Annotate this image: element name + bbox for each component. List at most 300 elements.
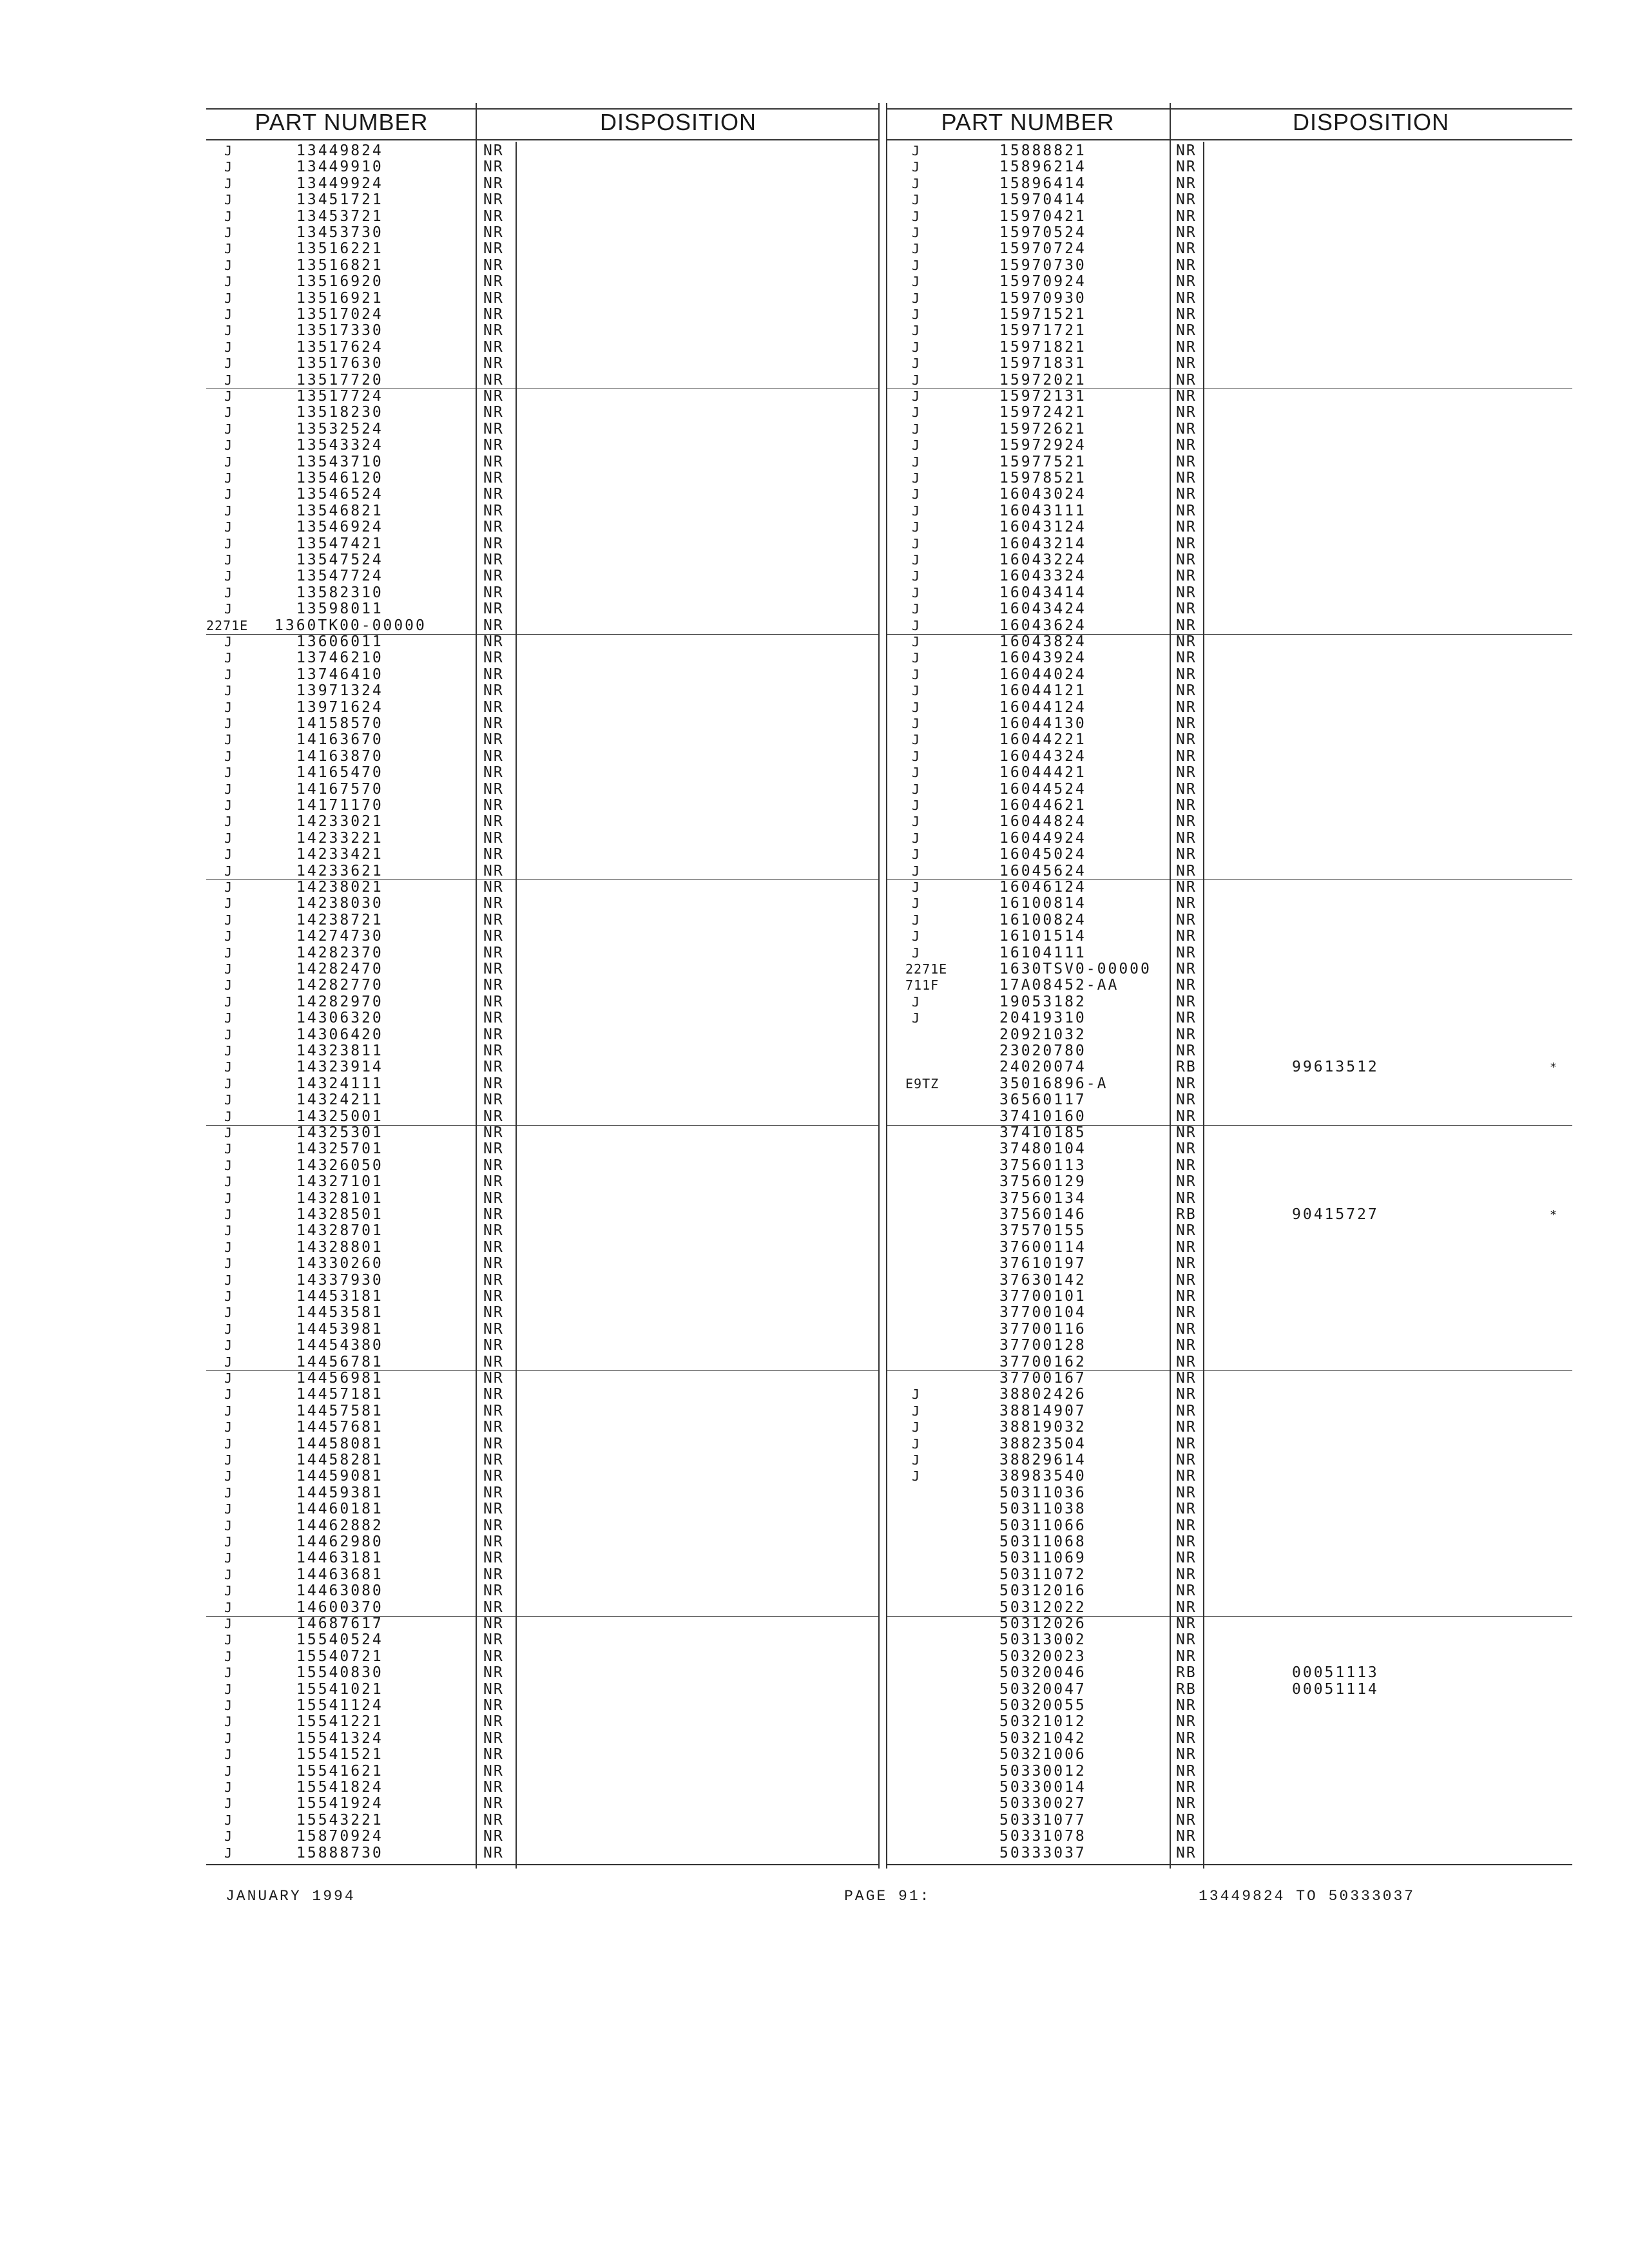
part-number: 14330260 bbox=[296, 1255, 383, 1273]
part-number: 14325001 bbox=[296, 1108, 383, 1125]
part-number: 15896414 bbox=[999, 175, 1086, 192]
row-prefix-code: J bbox=[912, 896, 921, 912]
row-prefix-code: J bbox=[912, 257, 921, 273]
disposition-code: NR bbox=[1176, 993, 1197, 1010]
table-row bbox=[206, 1141, 880, 1157]
part-number: 24020074 bbox=[999, 1059, 1086, 1076]
table-row bbox=[206, 765, 880, 781]
disposition-code: NR bbox=[1176, 1386, 1197, 1403]
disposition-code: NR bbox=[1176, 829, 1197, 847]
table-row bbox=[886, 634, 1572, 650]
part-number: 13546821 bbox=[296, 502, 383, 519]
row-prefix-code: J bbox=[224, 519, 233, 535]
row-prefix-code: J bbox=[224, 584, 233, 601]
row-prefix-code: J bbox=[224, 1845, 233, 1861]
row-prefix-code: J bbox=[224, 1747, 233, 1763]
left-header-bottom-rule bbox=[206, 139, 880, 140]
row-prefix-code: J bbox=[912, 1387, 921, 1403]
row-prefix-code: J bbox=[224, 1714, 233, 1730]
row-prefix-code: J bbox=[224, 454, 233, 470]
table-row bbox=[206, 896, 880, 912]
part-number: 14462980 bbox=[296, 1533, 383, 1550]
right-parts-table bbox=[886, 103, 1572, 1869]
table-row bbox=[206, 831, 880, 847]
disposition-code: NR bbox=[1176, 584, 1197, 601]
disposition-code: NR bbox=[483, 404, 504, 421]
table-row bbox=[886, 994, 1572, 1010]
part-number: 13517720 bbox=[296, 371, 383, 389]
table-row bbox=[206, 258, 880, 274]
disposition-code: NR bbox=[1176, 322, 1197, 340]
row-prefix-code: J bbox=[224, 896, 233, 912]
table-row bbox=[886, 1796, 1572, 1812]
row-prefix-code: J bbox=[912, 405, 921, 421]
row-prefix-code: J bbox=[224, 961, 233, 977]
disposition-code: NR bbox=[483, 813, 504, 831]
table-row bbox=[886, 209, 1572, 225]
disposition-code: NR bbox=[1176, 731, 1197, 749]
table-row bbox=[886, 1305, 1572, 1321]
table-row bbox=[206, 143, 880, 159]
row-prefix-code: J bbox=[912, 912, 921, 928]
row-prefix-code: J bbox=[912, 159, 921, 175]
table-row bbox=[206, 650, 880, 666]
disposition-code: NR bbox=[483, 1484, 504, 1501]
part-number: 15541621 bbox=[296, 1762, 383, 1780]
part-number: 14324111 bbox=[296, 1075, 383, 1092]
table-row bbox=[886, 159, 1572, 175]
disposition-code: NR bbox=[483, 944, 504, 961]
table-row bbox=[886, 1845, 1572, 1861]
table-row bbox=[886, 585, 1572, 601]
row-prefix-code: J bbox=[224, 683, 233, 699]
table-row bbox=[886, 1174, 1572, 1190]
part-number: 13516821 bbox=[296, 256, 383, 274]
disposition-code: NR bbox=[483, 470, 504, 486]
table-row bbox=[886, 601, 1572, 617]
part-number: 50330014 bbox=[999, 1779, 1086, 1796]
disposition-code: NR bbox=[483, 289, 504, 307]
row-prefix-code: J bbox=[224, 1125, 233, 1140]
table-row bbox=[206, 1370, 880, 1387]
part-number: 14282770 bbox=[296, 977, 383, 994]
table-row bbox=[206, 552, 880, 568]
row-prefix-code: J bbox=[224, 405, 233, 421]
disposition-code: NR bbox=[1176, 1108, 1197, 1125]
part-number: 50333037 bbox=[999, 1844, 1086, 1861]
table-row bbox=[206, 159, 880, 175]
row-prefix-code: J bbox=[224, 912, 233, 928]
disposition-code: NR bbox=[483, 977, 504, 994]
disposition-code: NR bbox=[483, 1533, 504, 1550]
disposition-code: NR bbox=[483, 420, 504, 437]
table-row bbox=[206, 1567, 880, 1583]
row-prefix-code: J bbox=[224, 1616, 233, 1631]
part-number: 14463080 bbox=[296, 1582, 383, 1600]
row-prefix-code: J bbox=[912, 732, 921, 748]
disposition-code: NR bbox=[1176, 1533, 1197, 1550]
part-number: 16044524 bbox=[999, 780, 1086, 798]
row-prefix-code: J bbox=[912, 863, 921, 879]
table-row bbox=[886, 1403, 1572, 1419]
part-number: 15970924 bbox=[999, 273, 1086, 291]
part-number: 17A08452-AA bbox=[999, 977, 1119, 994]
part-number: 16043424 bbox=[999, 601, 1086, 618]
disposition-code: NR bbox=[483, 879, 504, 896]
table-row bbox=[886, 1141, 1572, 1157]
left-part-number-header: PART NUMBER bbox=[255, 109, 429, 135]
table-row bbox=[886, 1518, 1572, 1534]
row-prefix-code: J bbox=[224, 290, 233, 306]
part-number: 13543324 bbox=[296, 437, 383, 454]
disposition-code: NR bbox=[483, 1043, 504, 1059]
disposition-code: NR bbox=[1176, 1697, 1197, 1714]
row-prefix-code: J bbox=[224, 1763, 233, 1779]
disposition-code: NR bbox=[1176, 682, 1197, 700]
row-prefix-code: J bbox=[224, 666, 233, 682]
table-row bbox=[206, 209, 880, 225]
part-number: 14453981 bbox=[296, 1320, 383, 1338]
left-parts-table bbox=[206, 103, 880, 1869]
table-row bbox=[886, 421, 1572, 437]
disposition-code: NR bbox=[1176, 453, 1197, 470]
row-prefix-code: J bbox=[224, 1141, 233, 1157]
part-number: 14328701 bbox=[296, 1222, 383, 1240]
part-number: 50320023 bbox=[999, 1648, 1086, 1665]
part-number: 14453181 bbox=[296, 1288, 383, 1305]
disposition-code: NR bbox=[1176, 519, 1197, 536]
row-prefix-code: J bbox=[224, 1583, 233, 1599]
part-number: 15543221 bbox=[296, 1811, 383, 1829]
part-number: 36560117 bbox=[999, 1091, 1086, 1109]
row-prefix-code: J bbox=[224, 159, 233, 175]
disposition-code: NR bbox=[483, 846, 504, 863]
row-prefix-code: J bbox=[912, 699, 921, 715]
table-row bbox=[886, 1223, 1572, 1239]
row-prefix-code: J bbox=[912, 389, 921, 404]
row-prefix-code: J bbox=[224, 1174, 233, 1190]
table-row bbox=[886, 1698, 1572, 1714]
disposition-code: NR bbox=[1176, 1304, 1197, 1321]
part-number: 16044024 bbox=[999, 666, 1086, 683]
part-number: 50313002 bbox=[999, 1631, 1086, 1649]
part-number: 14233421 bbox=[296, 846, 383, 863]
part-number: 14171170 bbox=[296, 797, 383, 814]
part-number: 16044121 bbox=[999, 682, 1086, 700]
row-prefix-code: J bbox=[912, 601, 921, 617]
row-prefix-code: J bbox=[912, 274, 921, 290]
disposition-code: NR bbox=[1176, 1320, 1197, 1338]
part-number: 13517624 bbox=[296, 338, 383, 356]
table-row bbox=[886, 1616, 1572, 1632]
disposition-code: NR bbox=[483, 159, 504, 176]
disposition-code: NR bbox=[483, 1353, 504, 1370]
table-row bbox=[206, 618, 880, 634]
table-row bbox=[886, 1191, 1572, 1207]
disposition-code: NR bbox=[483, 1697, 504, 1714]
part-number: 13453721 bbox=[296, 207, 383, 225]
disposition-code: NR bbox=[1176, 911, 1197, 928]
disposition-code: NR bbox=[1176, 1631, 1197, 1649]
part-number: 15541824 bbox=[296, 1779, 383, 1796]
disposition-code: NR bbox=[1176, 813, 1197, 831]
part-number: 13547724 bbox=[296, 568, 383, 585]
disposition-code: NR bbox=[483, 1026, 504, 1043]
table-row bbox=[206, 1043, 880, 1059]
part-number: 16044621 bbox=[999, 797, 1086, 814]
disposition-code: NR bbox=[1176, 633, 1197, 650]
table-row bbox=[206, 732, 880, 748]
part-number: 14306420 bbox=[296, 1026, 383, 1043]
table-row bbox=[886, 732, 1572, 748]
table-row bbox=[886, 1452, 1572, 1468]
disposition-code: NR bbox=[1176, 1419, 1197, 1436]
row-prefix-code: J bbox=[912, 454, 921, 470]
part-number: 14328501 bbox=[296, 1206, 383, 1223]
disposition-code: NR bbox=[1176, 1746, 1197, 1763]
table-row bbox=[886, 683, 1572, 699]
disposition-code: NR bbox=[483, 502, 504, 519]
disposition-code: NR bbox=[483, 568, 504, 585]
part-number: 15970414 bbox=[999, 191, 1086, 209]
disposition-code: NR bbox=[1176, 601, 1197, 618]
disposition-code: NR bbox=[1176, 224, 1197, 241]
table-row bbox=[206, 700, 880, 716]
row-prefix-code: J bbox=[912, 634, 921, 649]
table-row bbox=[886, 274, 1572, 290]
disposition-code: NR bbox=[483, 895, 504, 912]
table-row bbox=[886, 1289, 1572, 1305]
table-row bbox=[206, 1698, 880, 1714]
disposition-code: NR bbox=[1176, 306, 1197, 323]
disposition-code: NR bbox=[483, 1844, 504, 1861]
table-row bbox=[886, 1829, 1572, 1845]
table-row bbox=[886, 912, 1572, 928]
disposition-code: NR bbox=[483, 1615, 504, 1632]
table-row bbox=[206, 437, 880, 454]
part-number: 14306320 bbox=[296, 1010, 383, 1027]
part-number: 20921032 bbox=[999, 1026, 1086, 1043]
table-row bbox=[886, 1812, 1572, 1829]
table-row bbox=[886, 1027, 1572, 1043]
disposition-code: NR bbox=[483, 1189, 504, 1207]
row-prefix-code: J bbox=[224, 1043, 233, 1059]
footer-range: 13449824 TO 50333037 bbox=[1199, 1888, 1416, 1905]
disposition-code: NR bbox=[483, 1059, 504, 1076]
disposition-code: NR bbox=[1176, 1173, 1197, 1191]
part-number: 14460181 bbox=[296, 1501, 383, 1518]
part-number: 50331078 bbox=[999, 1828, 1086, 1845]
part-number: 16043224 bbox=[999, 552, 1086, 568]
row-prefix-code: J bbox=[224, 1517, 233, 1533]
table-row bbox=[886, 1534, 1572, 1550]
row-prefix-code: J bbox=[912, 356, 921, 372]
part-number: 14457581 bbox=[296, 1402, 383, 1419]
table-row bbox=[886, 618, 1572, 634]
table-row bbox=[206, 176, 880, 192]
table-row bbox=[206, 1223, 880, 1239]
part-number: 38819032 bbox=[999, 1419, 1086, 1436]
row-prefix-code: J bbox=[224, 437, 233, 454]
row-prefix-code: J bbox=[224, 208, 233, 224]
table-row bbox=[886, 405, 1572, 421]
replacement-part-number: 90415727 bbox=[1292, 1206, 1379, 1223]
table-row bbox=[206, 1665, 880, 1681]
table-row bbox=[886, 1109, 1572, 1125]
row-prefix-code: J bbox=[224, 945, 233, 961]
table-bottom-rule bbox=[886, 1864, 1572, 1865]
row-prefix-code: J bbox=[224, 339, 233, 355]
row-prefix-code: J bbox=[912, 994, 921, 1010]
disposition-code: NR bbox=[483, 1468, 504, 1485]
table-row bbox=[886, 1567, 1572, 1583]
table-row bbox=[206, 405, 880, 421]
disposition-code: NR bbox=[1176, 1795, 1197, 1812]
disposition-code: NR bbox=[1176, 698, 1197, 716]
disposition-code: NR bbox=[1176, 1140, 1197, 1158]
table-row bbox=[886, 765, 1572, 781]
table-row bbox=[206, 749, 880, 765]
table-row bbox=[886, 782, 1572, 798]
disposition-code: NR bbox=[483, 1386, 504, 1403]
table-row bbox=[206, 356, 880, 372]
part-number: 15541021 bbox=[296, 1680, 383, 1698]
part-number: 13449924 bbox=[296, 175, 383, 192]
part-number: 13449910 bbox=[296, 159, 383, 176]
part-number: 20419310 bbox=[999, 1010, 1086, 1027]
row-prefix-code: J bbox=[912, 143, 921, 159]
table-row bbox=[886, 667, 1572, 683]
row-prefix-code: J bbox=[224, 192, 233, 208]
row-prefix-code: J bbox=[912, 798, 921, 813]
row-prefix-code: 2271E bbox=[206, 617, 249, 633]
part-number: 15970730 bbox=[999, 256, 1086, 274]
row-prefix-code: J bbox=[912, 1436, 921, 1452]
table-row bbox=[206, 977, 880, 994]
table-row bbox=[206, 519, 880, 535]
table-row bbox=[886, 1436, 1572, 1452]
part-number: 13582310 bbox=[296, 584, 383, 601]
part-number: 14337930 bbox=[296, 1271, 383, 1289]
disposition-code: NR bbox=[1176, 1337, 1197, 1354]
row-prefix-code: 2271E bbox=[905, 961, 948, 977]
row-prefix-code: 711F bbox=[905, 977, 940, 994]
table-row bbox=[206, 1649, 880, 1665]
part-number: 50311038 bbox=[999, 1501, 1086, 1518]
table-row bbox=[886, 716, 1572, 732]
part-number: 50312016 bbox=[999, 1582, 1086, 1600]
table-row bbox=[206, 1682, 880, 1698]
part-number: 14325701 bbox=[296, 1140, 383, 1158]
disposition-code: NR bbox=[1176, 1599, 1197, 1616]
part-number: 14326050 bbox=[296, 1157, 383, 1174]
part-number: 15970421 bbox=[999, 207, 1086, 225]
row-prefix-code: J bbox=[912, 617, 921, 633]
table-row bbox=[886, 1632, 1572, 1648]
row-prefix-code: J bbox=[912, 1010, 921, 1026]
table-row bbox=[206, 879, 880, 896]
table-row bbox=[206, 863, 880, 879]
disposition-code: NR bbox=[1176, 175, 1197, 192]
row-prefix-code: J bbox=[224, 879, 233, 895]
part-number: 15971831 bbox=[999, 355, 1086, 372]
part-number: 13546924 bbox=[296, 519, 383, 536]
disposition-code: NR bbox=[1176, 355, 1197, 372]
disposition-code: NR bbox=[1176, 1713, 1197, 1731]
part-number: 13532524 bbox=[296, 420, 383, 437]
table-row bbox=[886, 241, 1572, 257]
part-number: 38829614 bbox=[999, 1452, 1086, 1468]
table-row bbox=[886, 1682, 1572, 1698]
part-number: 15970524 bbox=[999, 224, 1086, 241]
table-row bbox=[886, 1076, 1572, 1092]
disposition-code: NR bbox=[483, 1337, 504, 1354]
row-marker: * bbox=[1550, 1208, 1557, 1222]
disposition-code: NR bbox=[483, 1680, 504, 1698]
table-row bbox=[206, 847, 880, 863]
part-number: 14462882 bbox=[296, 1517, 383, 1534]
disposition-code: NR bbox=[1176, 388, 1197, 405]
disposition-code: NR bbox=[1176, 1271, 1197, 1289]
part-number: 50312022 bbox=[999, 1599, 1086, 1616]
part-number: 15541521 bbox=[296, 1746, 383, 1763]
part-number: 37560134 bbox=[999, 1189, 1086, 1207]
table-row bbox=[886, 1387, 1572, 1403]
row-prefix-code: J bbox=[224, 1026, 233, 1043]
disposition-code: NR bbox=[483, 1779, 504, 1796]
part-number: 15541124 bbox=[296, 1697, 383, 1714]
table-row bbox=[886, 291, 1572, 307]
row-prefix-code: J bbox=[224, 1812, 233, 1828]
disposition-code: NR bbox=[483, 437, 504, 454]
table-row bbox=[206, 454, 880, 470]
table-row bbox=[206, 716, 880, 732]
table-row bbox=[886, 700, 1572, 716]
table-row bbox=[206, 961, 880, 977]
table-row bbox=[886, 798, 1572, 814]
disposition-code: NR bbox=[483, 1795, 504, 1812]
disposition-code: NR bbox=[1176, 240, 1197, 258]
part-number: 14456781 bbox=[296, 1353, 383, 1370]
disposition-code: NR bbox=[483, 191, 504, 209]
part-number: 37560146 bbox=[999, 1206, 1086, 1223]
disposition-code: NR bbox=[1176, 1517, 1197, 1534]
row-prefix-code: J bbox=[224, 535, 233, 552]
table-row bbox=[206, 1763, 880, 1780]
disposition-code: NR bbox=[483, 1599, 504, 1616]
disposition-code: NR bbox=[483, 1010, 504, 1027]
disposition-code: NR bbox=[1176, 404, 1197, 421]
row-prefix-code: J bbox=[224, 1092, 233, 1108]
part-number: 14282370 bbox=[296, 944, 383, 961]
disposition-code: NR bbox=[1176, 535, 1197, 552]
table-row bbox=[886, 977, 1572, 994]
part-number: 13606011 bbox=[296, 633, 383, 650]
part-number: 15888730 bbox=[296, 1844, 383, 1861]
disposition-code: NR bbox=[483, 1729, 504, 1747]
part-number: 50320055 bbox=[999, 1697, 1086, 1714]
table-row bbox=[206, 798, 880, 814]
part-number: 14457681 bbox=[296, 1419, 383, 1436]
disposition-code: NR bbox=[483, 322, 504, 340]
part-number: 13543710 bbox=[296, 453, 383, 470]
disposition-code: NR bbox=[483, 1206, 504, 1223]
disposition-code: NR bbox=[1176, 1043, 1197, 1059]
row-prefix-code: J bbox=[912, 584, 921, 601]
disposition-code: NR bbox=[483, 273, 504, 291]
part-number: 13516921 bbox=[296, 289, 383, 307]
disposition-code: NR bbox=[1176, 846, 1197, 863]
